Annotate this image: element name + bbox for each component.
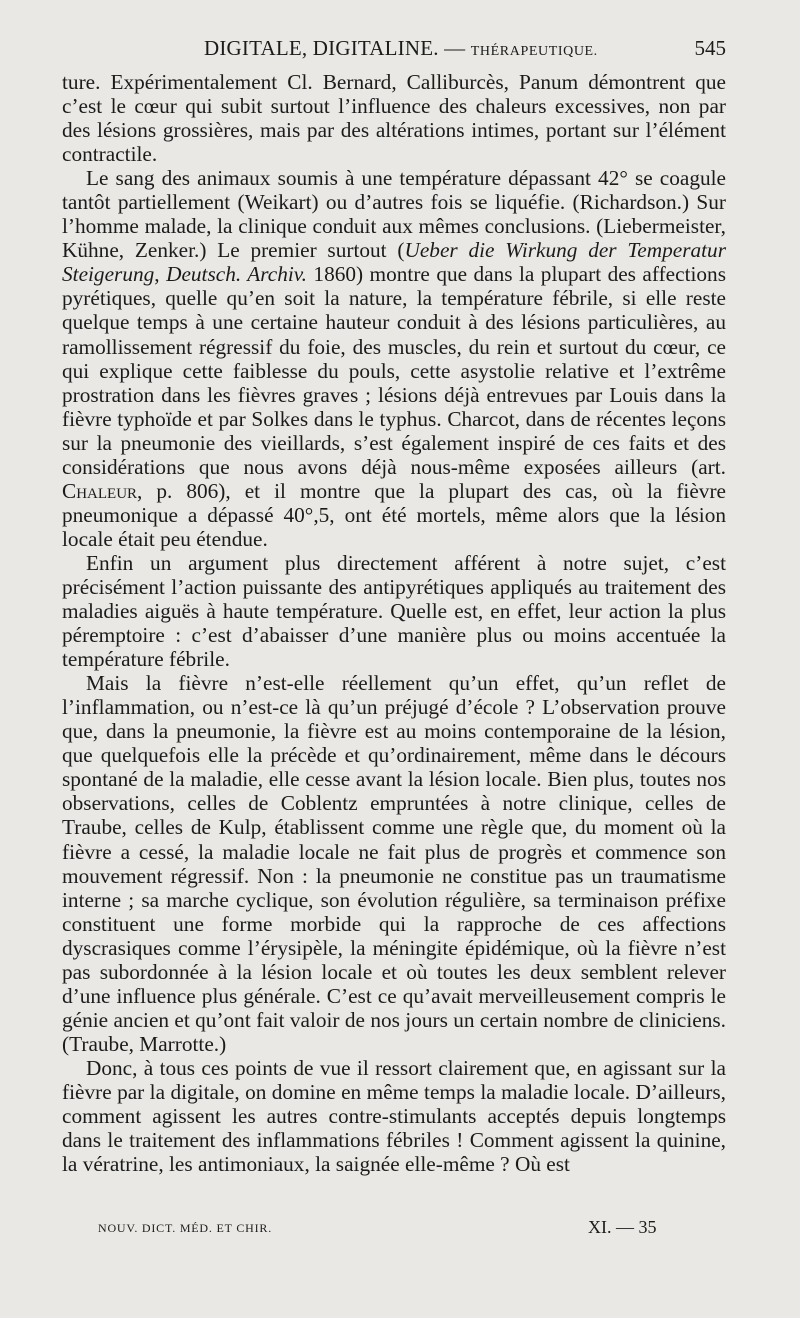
- small-caps-text: Chaleur: [62, 478, 138, 503]
- paragraph: [62, 671, 726, 1056]
- page-number: 545: [694, 36, 726, 60]
- paragraph: [62, 166, 726, 551]
- paragraph: [62, 551, 726, 671]
- header-title: [204, 36, 598, 61]
- text-segment: Donc, à tous ces points de vue il ressort clairement que, en agissant sur la fièvre par la digitale, on domine en même temps la maladie locale. D’ailleurs, comment agissent les autres contre-stimulants acceptés depuis longtemps dans le traitement des inflammations fébriles ! Comment agissent la quinine, la vératrine, les antimoniaux, la saignée elle-même ? Où est: [62, 1055, 726, 1177]
- paragraph: [62, 1056, 726, 1176]
- text-segment: , p. 806), et il montre que la plupart des cas, où la fièvre pneumonique a dépassé 40°,5, ont été mortels, même alors que la lésion locale était peu étendue.: [62, 478, 726, 551]
- header-title-sub: THÉRAPEUTIQUE.: [470, 44, 598, 59]
- footer-volume-sheet: XI. — 35: [588, 1217, 657, 1237]
- text-segment: ,: [154, 262, 167, 287]
- footer-signature: NOUV. DICT. MÉD. ET CHIR.: [98, 1221, 273, 1235]
- header-title-main: DIGITALE, DIGITALINE. —: [204, 36, 471, 60]
- text-segment: Le sang des animaux soumis à une température dépassant 42° se coagule tantôt partiellement (Weikart) ou d’autres fois se liquéfie. (Richardson.) Sur l’homme malade, la clinique conduit aux mêmes conclusions. (Liebermeister, Kühne, Zenker.) Le premier surtout (: [62, 166, 726, 263]
- text-segment: ture. Expérimentalement Cl. Bernard, Calliburcès, Panum démontrent que c’est le cœur qui subit surtout l’influence des chaleurs excessives, non par des lésions grossières, mais par des altérations intimes, portant sur l’élément contractile.: [62, 70, 726, 167]
- italic-text: Ueber die Wirkung der Temperatur Steigerung: [62, 238, 726, 287]
- text-segment: 1860) montre que dans la plupart des affections pyrétiques, quelle qu’en soit la nature, la température fébrile, si elle reste quelque temps à une certaine hauteur conduit à des lésions particulières, au ramollissement régressif du foie, des muscles, du rein et surtout du cœur, ce qui explique cette faiblesse du pouls, cette asystolie relative et l’extrême prostration dans les fièvres graves ; lésions déjà entrevues par Louis dans la fièvre typhoïde et par Solkes dans le typhus. Charcot, dans de récentes leçons sur la pneumonie des vieillards, s’est également inspiré de ces faits et des considérations que nous avons déjà nous-même exposées ailleurs (art.: [62, 262, 726, 479]
- italic-text: Deutsch. Archiv.: [166, 262, 307, 287]
- running-header: [62, 34, 726, 66]
- text-segment: Enfin un argument plus directement afférent à notre sujet, c’est précisément l’action puissante des antipyrétiques appliqués au traitement des maladies aiguës à haute température. Quelle est, en effet, leur action la plus péremptoire : c’est d’abaisser d’une manière plus ou moins accentuée la température fébrile.: [62, 550, 726, 672]
- body-text: [62, 70, 726, 1176]
- paragraph: [62, 70, 726, 166]
- text-segment: Mais la fièvre n’est-elle réellement qu’un effet, qu’un reflet de l’inflammation, ou n’est-ce là qu’un préjugé d’école ? L’observation prouve que, dans la pneumonie, la fièvre est au moins contemporaine de la lésion, que quelquefois elle la précède et qu’ordinairement, même dans le décours spontané de la maladie, elle cesse avant la lésion locale. Bien plus, toutes nos observations, celles de Coblentz empruntées à notre clinique, celles de Traube, celles de Kulp, établissent comme une règle que, du moment où la fièvre a cessé, la maladie locale ne fait plus de progrès et commence son mouvement régressif. Non : la pneumonie ne constitue pas un traumatisme interne ; sa marche cyclique, son évolution régulière, sa terminaison préfixe constituent une forme morbide qui la rapproche de ces affections dyscrasiques comme l’érysipèle, la méningite épidémique, où la fièvre n’est pas subordonnée à la lésion locale et où toutes les deux semblent relever d’une influence plus générale. C’est ce qu’avait merveilleusement compris le génie ancien et qu’ont fait valoir de nos jours un certain nombre de cliniciens. (Traube, Marrotte.): [62, 671, 726, 1056]
- page-footer: [98, 1217, 668, 1241]
